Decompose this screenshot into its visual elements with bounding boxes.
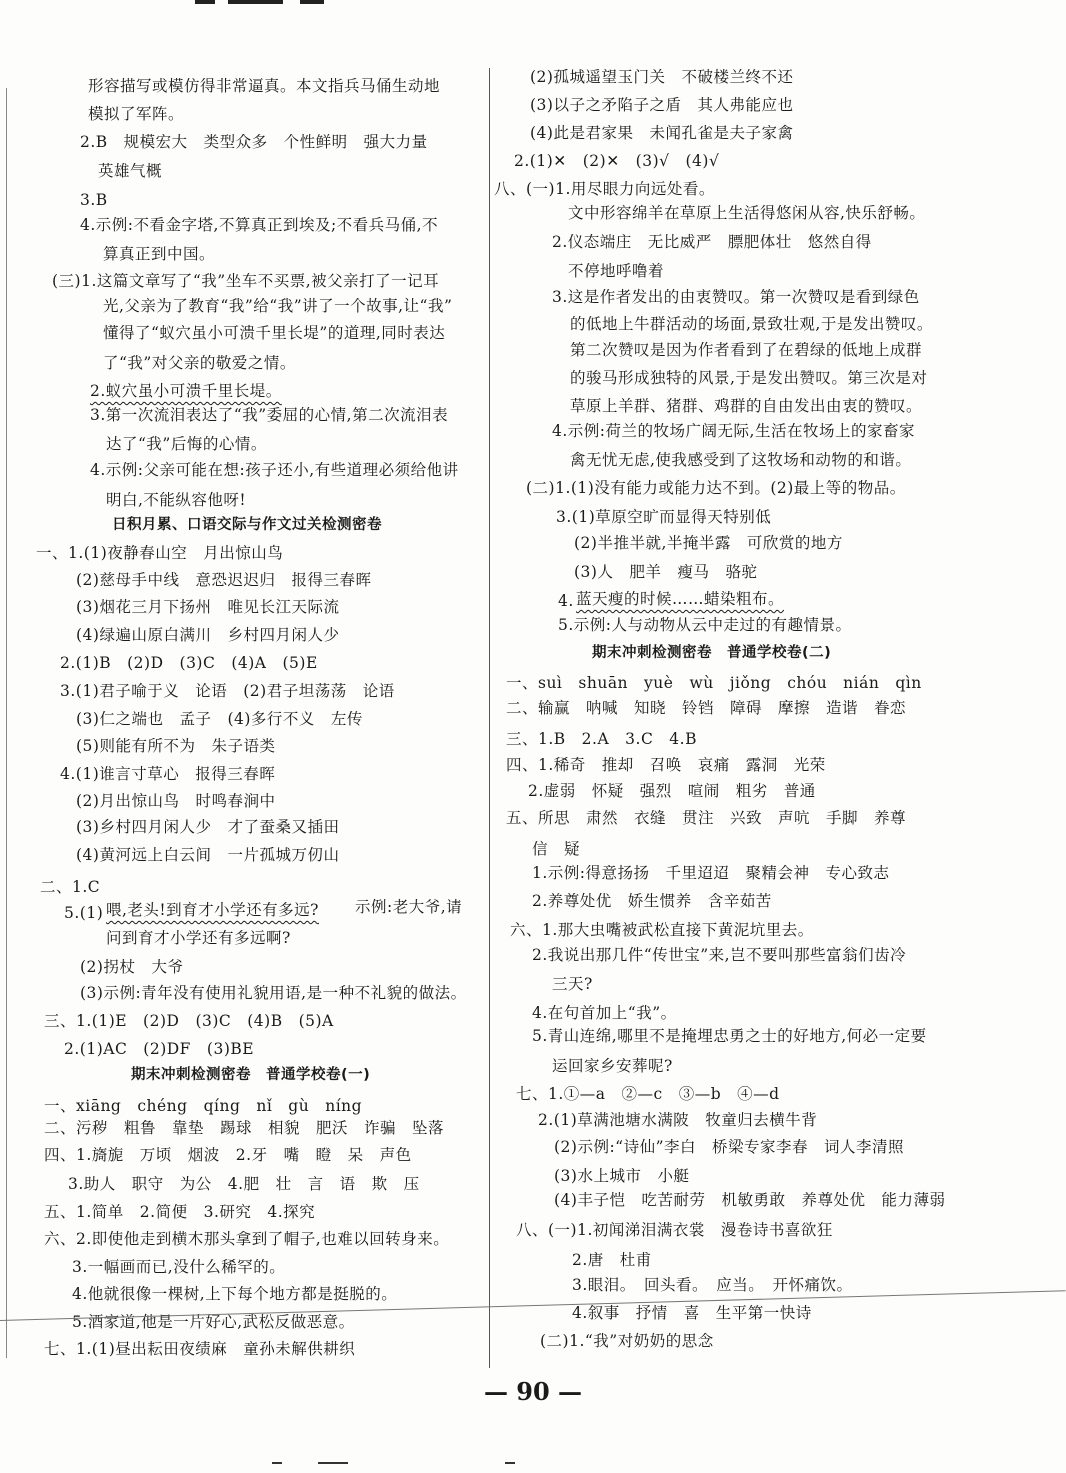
answer-line: 2.(1)AC (2)DF (3)BE [64, 1040, 255, 1058]
answer-line: 3.(1)君子喻于义 论语 (2)君子坦荡荡 论语 [60, 682, 395, 700]
answer-line: 3.第一次流泪表达了“我”委屈的心情,第二次流泪表 [90, 406, 449, 424]
answer-line: 2.我说出那几件“传世宝”来,岂不要叫那些富翁们齿冷 [532, 946, 907, 964]
answer-line: 光,父亲为了教育“我”给“我”讲了一个故事,让“我” [103, 297, 453, 315]
answer-line: (4)此是君家果 未闻孔雀是夫子家禽 [530, 124, 794, 142]
answer-line: (3)烟花三月下扬州 唯见长江天际流 [76, 598, 340, 616]
answer-line: 4.示例:父亲可能在想:孩子还小,有些道理必须给他讲 [90, 461, 459, 479]
answer-line: 4. [558, 592, 574, 610]
answer-line: 七、1.(1)昼出耘田夜绩麻 童孙未解供耕织 [44, 1340, 356, 1358]
answer-line: 5.(1) [64, 904, 104, 922]
answer-line: 了“我”对父亲的敬爱之情。 [103, 354, 296, 372]
answer-line: 2.养尊处优 娇生惯养 含辛茹苦 [532, 892, 772, 910]
answer-line: 5.青山连绵,哪里不是掩埋忠勇之士的好地方,何必一定要 [532, 1027, 927, 1045]
answer-line: 2.(1)草满池塘水满陂 牧童归去横牛背 [538, 1111, 818, 1129]
answer-line: 禽无忧无虑,使我感受到了这牧场和动物的和谐。 [570, 451, 912, 469]
answer-line: 蓝天瘦的时候……蜡染粗布。 [576, 590, 785, 608]
answer-line: 三、1.B 2.A 3.C 4.B [506, 730, 697, 748]
answer-line: 算真正到中国。 [103, 245, 216, 263]
answer-line: (2)月出惊山鸟 时鸣春涧中 [76, 792, 276, 810]
answer-line: 问到育才小学还有多远啊? [106, 929, 291, 947]
answer-line: 六、1.那大虫嘴被武松直接下黄泥坑里去。 [510, 921, 814, 939]
answer-line: (3)水上城市 小艇 [554, 1167, 690, 1185]
answer-line: 五、所思 肃然 衣缝 贯注 兴致 声吭 手脚 养尊 [506, 809, 907, 827]
answer-line: (3)以子之矛陷子之盾 其人弗能应也 [530, 96, 794, 114]
answer-line: (2)拐杖 大爷 [80, 958, 184, 976]
section-heading: 日积月累、口语交际与作文过关检测密卷 [112, 517, 382, 533]
answer-line: (4)绿遍山原白满川 乡村四月闲人少 [76, 626, 340, 644]
answer-line: 草原上羊群、猪群、鸡群的自由发出由衷的赞叹。 [570, 397, 923, 415]
answer-line: 八、(一)1.初闻涕泪满衣裳 漫卷诗书喜欲狂 [516, 1221, 833, 1239]
left-margin-rule [6, 88, 7, 1358]
answer-line: 英雄气概 [98, 162, 163, 180]
answer-line: (2)半推半就,半掩半露 可欣赏的地方 [574, 534, 843, 552]
answer-line: (3)示例:青年没有使用礼貌用语,是一种不礼貌的做法。 [80, 984, 467, 1002]
answer-line: (3)乡村四月闲人少 才了蚕桑又插田 [76, 818, 340, 836]
answer-line: 3.B [80, 191, 108, 209]
answer-line: 模拟了军阵。 [88, 105, 185, 123]
answer-line: 2.仪态端庄 无比威严 膘肥体壮 悠然自得 [552, 233, 872, 251]
answer-line: (二)1.(1)没有能力或能力达不到。(2)最上等的物品。 [526, 479, 906, 497]
answer-line: (二)1.“我”对奶奶的思念 [540, 1332, 714, 1350]
answer-line: (2)孤城遥望玉门关 不破楼兰终不还 [530, 68, 794, 86]
answer-line: 达了“我”后悔的心情。 [106, 435, 267, 453]
bottom-print-mark [505, 1462, 515, 1464]
bottom-print-mark [318, 1462, 348, 1464]
answer-line: 2.(1)B (2)D (3)C (4)A (5)E [60, 654, 318, 672]
answer-line: 4.示例:不看金字塔,不算真正到埃及;不看兵马俑,不 [80, 216, 439, 234]
answer-line: 运回家乡安葬呢? [552, 1057, 673, 1075]
answer-line: 2.B 规模宏大 类型众多 个性鲜明 强大力量 [80, 133, 428, 151]
answer-line: 3.眼泪。 回头看。 应当。 开怀痛饮。 [572, 1276, 853, 1294]
answer-line: 3.助人 职守 为公 4.肥 壮 言 语 欺 压 [68, 1175, 420, 1193]
top-print-mark [228, 0, 283, 4]
answer-line: 3.一幅画而已,没什么稀罕的。 [72, 1258, 286, 1276]
answer-line: 喂,老头!到育才小学还有多远? [106, 901, 319, 919]
column-divider [489, 68, 490, 1368]
answer-line: 六、2.即使他走到横木那头拿到了帽子,也难以回转身来。 [44, 1230, 450, 1248]
answer-line: 2.虚弱 怀疑 强烈 喧闹 粗劣 普通 [528, 782, 816, 800]
answer-line: 五、1.简单 2.简便 3.研究 4.探究 [44, 1203, 316, 1221]
answer-line: (2)示例:“诗仙”李白 桥梁专家李春 词人李清照 [554, 1138, 905, 1156]
answer-line: 二、输赢 呐喊 知晓 铃铛 障碍 摩擦 造谐 眷恋 [506, 699, 907, 717]
answer-line: 二、污秽 粗鲁 靠垫 踢球 相貌 肥沃 诈骗 坠落 [44, 1119, 445, 1137]
answer-line: (4)丰子恺 吃苦耐劳 机敏勇敢 养尊处优 能力薄弱 [554, 1191, 946, 1209]
section-heading: 期末冲刺检测密卷 普通学校卷(二) [592, 645, 832, 661]
answer-line: 文中形容绵羊在草原上生活得悠闲从容,快乐舒畅。 [568, 204, 926, 222]
answer-line: 三、1.(1)E (2)D (3)C (4)B (5)A [44, 1012, 334, 1030]
answer-line: 5.酒家道,他是一片好心,武松反做恶意。 [72, 1313, 355, 1331]
top-print-mark [300, 0, 324, 4]
answer-line: 四、1.稀奇 推却 召唤 哀痛 露洞 光荣 [506, 756, 826, 774]
answer-line: 4.(1)谁言寸草心 报得三春晖 [60, 765, 276, 783]
section-heading: 期末冲刺检测密卷 普通学校卷(一) [131, 1067, 371, 1083]
answer-line: (3)仁之端也 孟子 (4)多行不义 左传 [76, 710, 363, 728]
answer-line: 2.蚁穴虽小可溃千里长堤。 [90, 382, 282, 400]
answer-line: 3.(1)草原空旷而显得天特别低 [556, 508, 772, 526]
answer-line: 第二次赞叹是因为作者看到了在碧绿的低地上成群 [570, 341, 923, 359]
answer-line: (3)人 肥羊 瘦马 骆驼 [574, 563, 758, 581]
bottom-print-mark [272, 1462, 282, 1464]
answer-line: 四、1.旖旎 万顷 烟波 2.牙 嘴 瞪 呆 声色 [44, 1146, 412, 1164]
answer-line: 4.叙事 抒情 喜 生平第一快诗 [572, 1304, 812, 1322]
answer-line: 示例:老大爷,请 [355, 898, 463, 916]
answer-line: 2.(1)✕ (2)✕ (3)√ (4)√ [514, 152, 720, 170]
answer-line: 不停地呼噜着 [568, 262, 665, 280]
answer-line: 八、(一)1.用尽眼力向远处看。 [494, 180, 715, 198]
answer-line: 一、1.(1)夜静春山空 月出惊山鸟 [36, 544, 284, 562]
answer-line: 的低地上牛群活动的场面,景致壮观,于是发出赞叹。 [570, 315, 933, 333]
page-number: — 90 — [483, 1377, 583, 1406]
answer-line: 一、suì shuān yuè wù jiǒng chóu nián qìn [506, 674, 922, 692]
answer-line: 二、1.C [40, 878, 101, 896]
top-print-mark [195, 0, 215, 4]
answer-line: (三)1.这篇文章写了“我”坐车不买票,被父亲打了一记耳 [52, 272, 440, 290]
answer-line: 明白,不能纵容他呀! [106, 491, 247, 509]
answer-line: 懂得了“蚁穴虽小可溃千里长堤”的道理,同时表达 [103, 324, 446, 342]
answer-line: 三天? [552, 975, 593, 993]
answer-line: 5.示例:人与动物从云中走过的有趣情景。 [558, 616, 852, 634]
answer-line: 七、1.①—a ②—c ③—b ④—d [516, 1085, 780, 1103]
answer-line: 形容描写或模仿得非常逼真。本文指兵马俑生动地 [88, 77, 441, 95]
answer-line: (4)黄河远上白云间 一片孤城万仞山 [76, 846, 340, 864]
answer-line: (5)则能有所不为 朱子语类 [76, 737, 276, 755]
answer-line: 1.示例:得意扬扬 千里迢迢 聚精会神 专心致志 [532, 864, 890, 882]
answer-line: 4.在句首加上“我”。 [532, 1004, 677, 1022]
answer-line: 信 疑 [532, 840, 581, 858]
answer-line: 一、xiāng chéng qíng nǐ gù níng [44, 1097, 363, 1115]
answer-line: 4.他就很像一棵树,上下每个地方都是挺脱的。 [72, 1285, 398, 1303]
answer-line: 的骏马形成独特的风景,于是发出赞叹。第三次是对 [570, 369, 928, 387]
answer-line: 4.示例:荷兰的牧场广阔无际,生活在牧场上的家畜家 [552, 422, 915, 440]
answer-line: 2.唐 杜甫 [572, 1251, 652, 1269]
answer-line: (2)慈母手中线 意恐迟迟归 报得三春晖 [76, 571, 372, 589]
answer-line: 3.这是作者发出的由衷赞叹。第一次赞叹是看到绿色 [552, 288, 920, 306]
